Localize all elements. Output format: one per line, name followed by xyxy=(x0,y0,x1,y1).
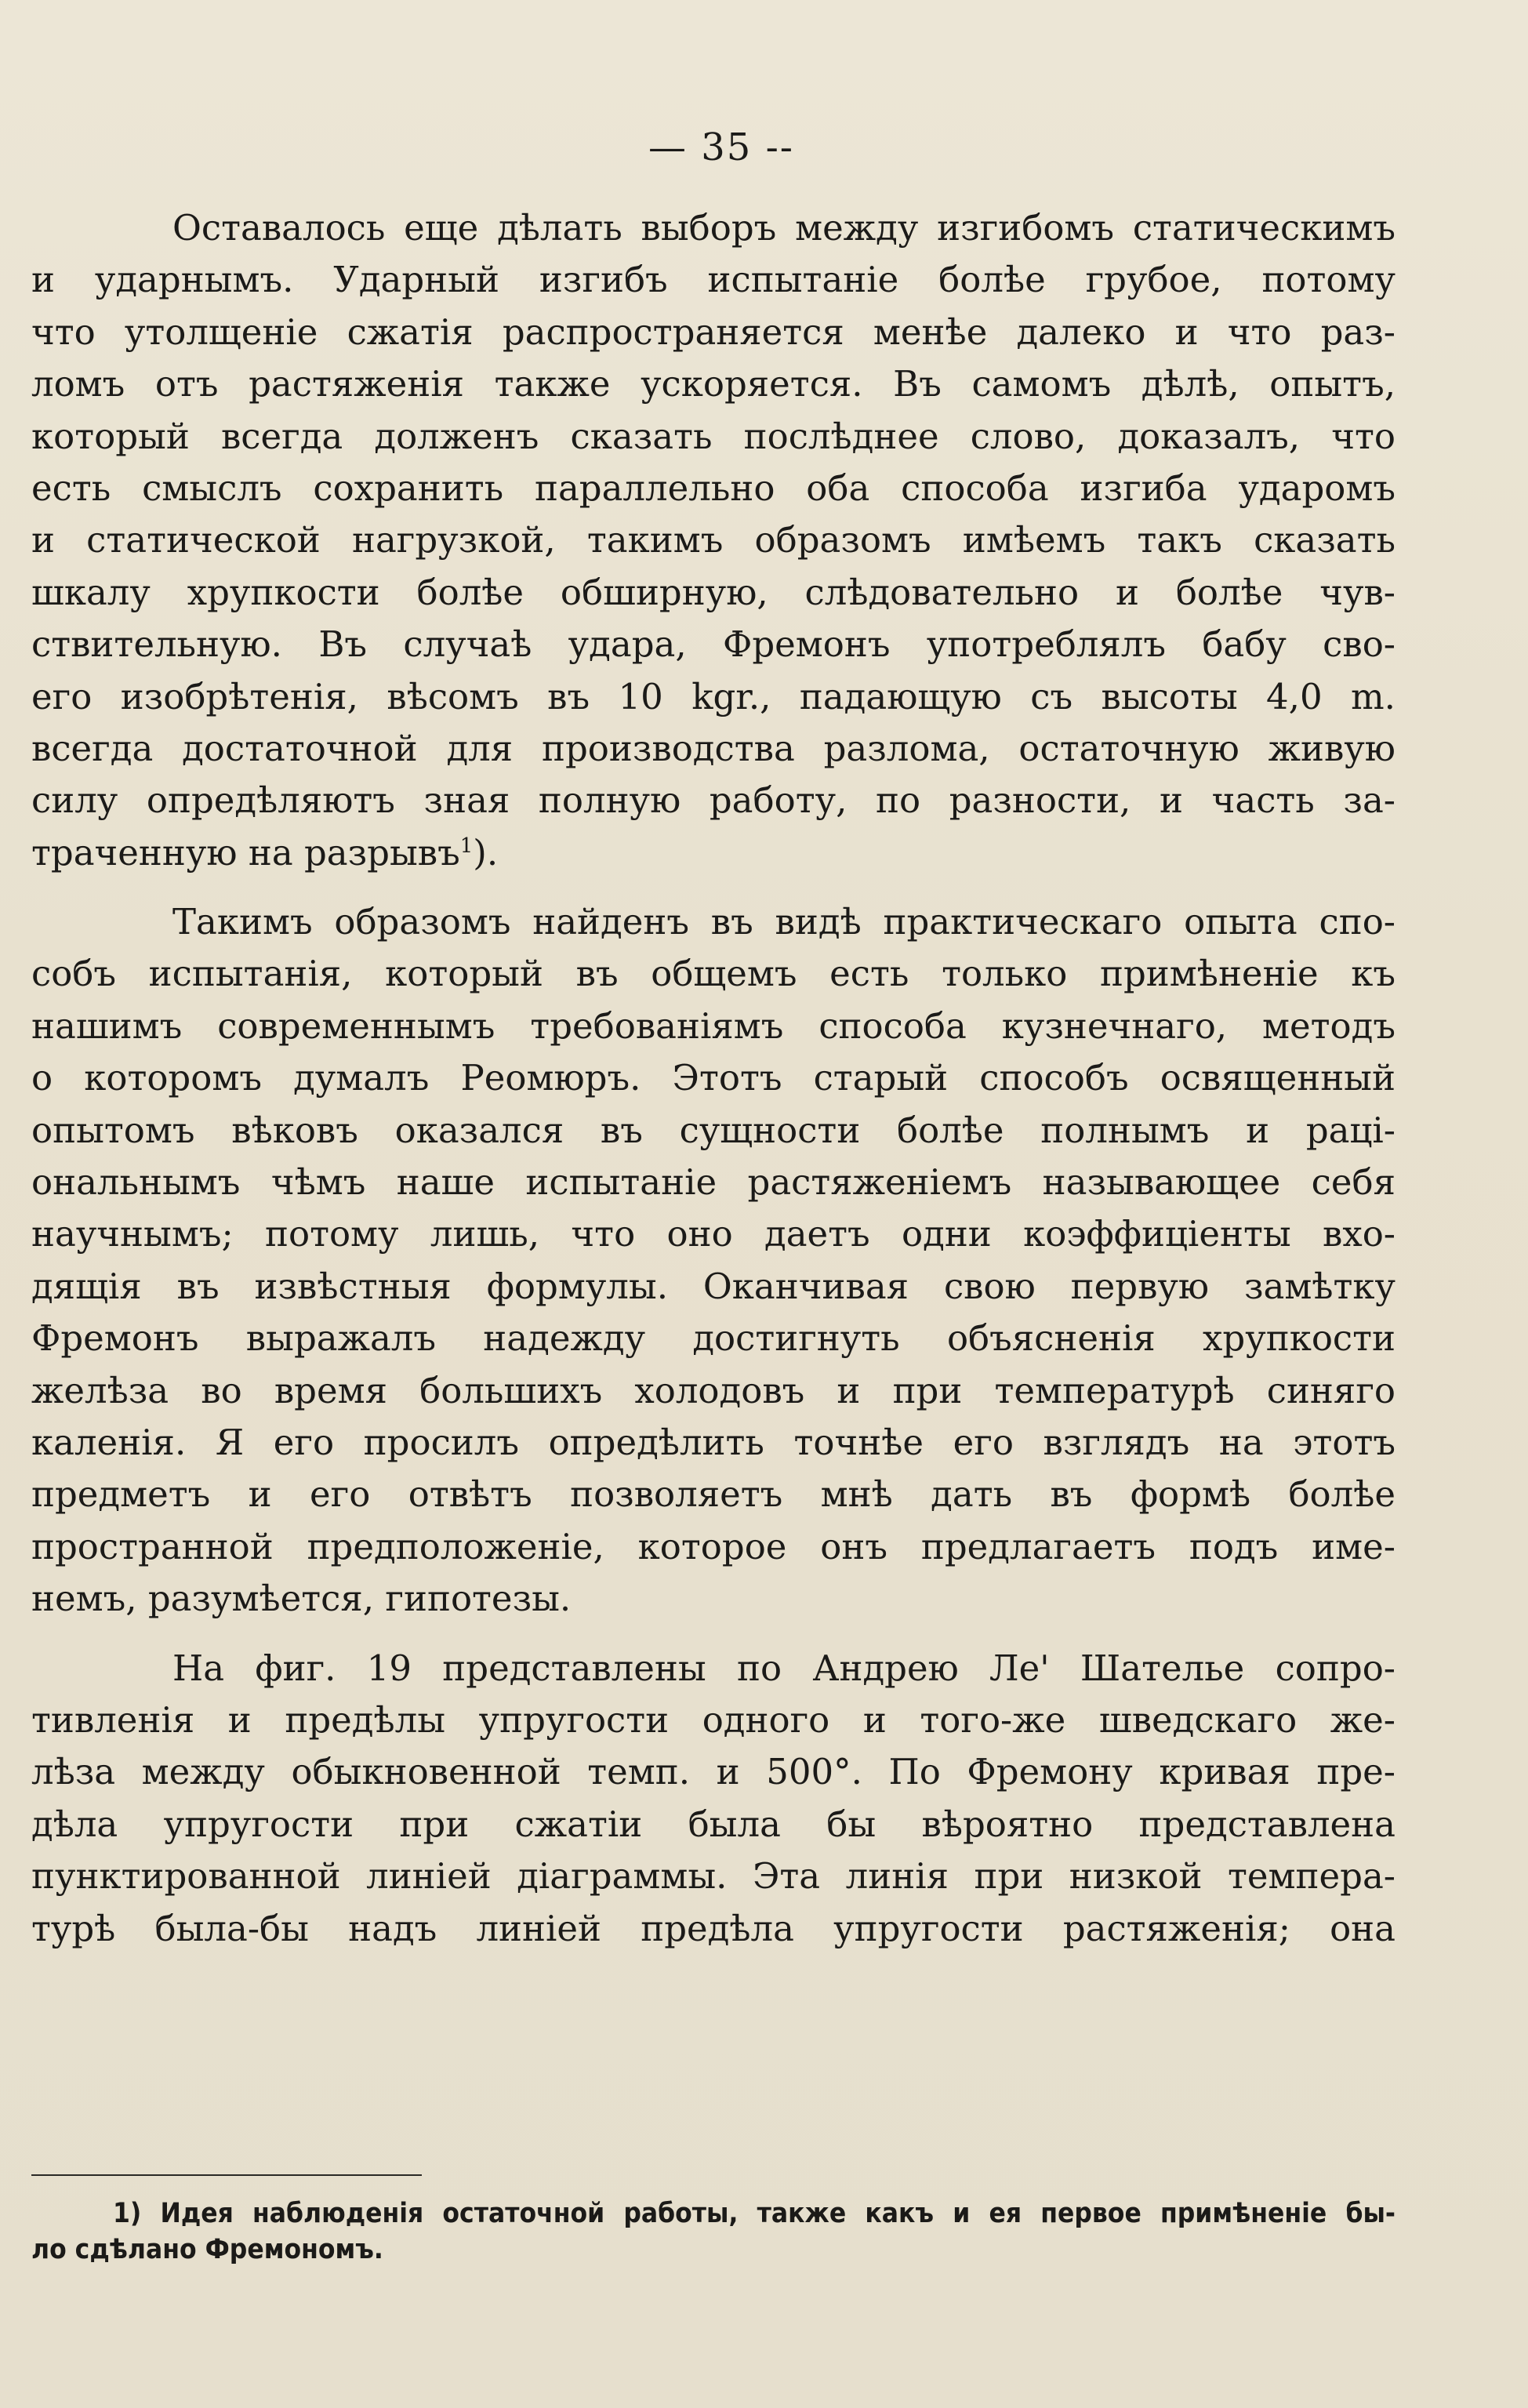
footnote-reference: 1 xyxy=(459,834,474,858)
text-line: шкалу хрупкости болѣе обширную, слѣдовательно и болѣе чув- xyxy=(31,571,1396,613)
text-line-last: немъ, разумѣется, гипотезы. xyxy=(31,1578,572,1620)
text-line: нашимъ современнымъ требованіямъ способа кузнечнаго, методъ xyxy=(31,1004,1396,1047)
text-fragment: траченную на разрывъ xyxy=(31,831,460,873)
text-line: ствительную. Въ случаѣ удара, Фремонъ употреблялъ бабу сво- xyxy=(31,623,1396,666)
paragraph-3 xyxy=(31,1643,1396,1955)
text-line: Фремонъ выражалъ надежду достигнуть объясненія хрупкости xyxy=(31,1317,1396,1360)
text-line: есть смыслъ сохранить параллельно оба способа изгиба ударомъ xyxy=(31,467,1396,509)
text-line: опытомъ вѣковъ оказался въ сущности болѣе полнымъ и раці- xyxy=(31,1109,1396,1151)
text-line: о которомъ думалъ Реомюръ. Этотъ старый способъ освященный xyxy=(31,1057,1396,1099)
footnote-divider xyxy=(31,2174,422,2176)
text-line: дящія въ извѣстныя формулы. Оканчивая свою первую замѣтку xyxy=(31,1265,1396,1307)
text-line: собъ испытанія, который въ общемъ есть только примѣненіе къ xyxy=(31,953,1396,995)
text-line: ломъ отъ растяженія также ускоряется. Въ самомъ дѣлѣ, опытъ, xyxy=(31,363,1396,405)
text-fragment: ). xyxy=(473,831,499,873)
text-line: который всегда долженъ сказать послѣднее слово, доказалъ, что xyxy=(31,415,1396,457)
text-line: дѣла упругости при сжатіи была бы вѣроятно представлена xyxy=(31,1803,1396,1845)
paragraph-2 xyxy=(31,896,1396,1625)
text-line: его изобрѣтенія, вѣсомъ въ 10 kgr., падающую съ высоты 4,0 m. xyxy=(31,675,1396,717)
text-line: Такимъ образомъ найденъ въ видѣ практическаго опыта спо- xyxy=(172,901,1396,943)
paragraph-gap xyxy=(31,879,1396,896)
text-line: силу опредѣляютъ зная полную работу, по разности, и часть за- xyxy=(31,779,1396,822)
text-line: и статической нагрузкой, такимъ образомъ имѣемъ такъ сказать xyxy=(31,519,1396,561)
text-line: желѣза во время большихъ холодовъ и при температурѣ синяго xyxy=(31,1369,1396,1411)
text-line: и ударнымъ. Ударный изгибъ испытаніе болѣе грубое, потому xyxy=(31,259,1396,301)
text-line: Оставалось еще дѣлать выборъ между изгибомъ статическимъ xyxy=(172,207,1396,249)
text-line: что утолщеніе сжатія распространяется менѣе далеко и что раз- xyxy=(31,311,1396,353)
text-line: ональнымъ чѣмъ наше испытаніе растяженіемъ называющее себя xyxy=(31,1161,1396,1204)
text-line-last xyxy=(31,827,1396,879)
main-text xyxy=(31,202,1396,1955)
text-line: турѣ была-бы надъ линіей предѣла упругости растяженія; она xyxy=(31,1907,1396,1949)
footnote xyxy=(31,2196,1396,2268)
text-line: всегда достаточной для производства разлома, остаточную живую xyxy=(31,727,1396,769)
text-line: предметъ и его отвѣтъ позволяетъ мнѣ дать въ формѣ болѣе xyxy=(31,1473,1396,1516)
text-line: пространной предположеніе, которое онъ предлагаетъ подъ име- xyxy=(31,1525,1396,1567)
text-line: На фиг. 19 представлены по Андрею Ле' Шателье сопро- xyxy=(172,1647,1396,1689)
footnote-line: 1) Идея наблюденія остаточной работы, также какъ и ея первое примѣненіе бы- xyxy=(113,2198,1396,2229)
footnote-line: ло сдѣлано Фремономъ. xyxy=(31,2234,383,2265)
text-line: лѣза между обыкновенной темп. и 500°. По Фремону кривая пре- xyxy=(31,1751,1396,1793)
text-line: тивленія и предѣлы упругости одного и того-же шведскаго же- xyxy=(31,1698,1396,1741)
paragraph-gap xyxy=(31,1625,1396,1643)
text-line: каленія. Я его просилъ опредѣлить точнѣе его взглядъ на этотъ xyxy=(31,1421,1396,1463)
page-number: — 35 -- xyxy=(648,125,795,169)
text-line: пунктированной линіей діаграммы. Эта линія при низкой темпера- xyxy=(31,1855,1396,1898)
text-line: научнымъ; потому лишь, что оно даетъ одни коэффиціенты вхо- xyxy=(31,1213,1396,1255)
paragraph-1 xyxy=(31,202,1396,879)
